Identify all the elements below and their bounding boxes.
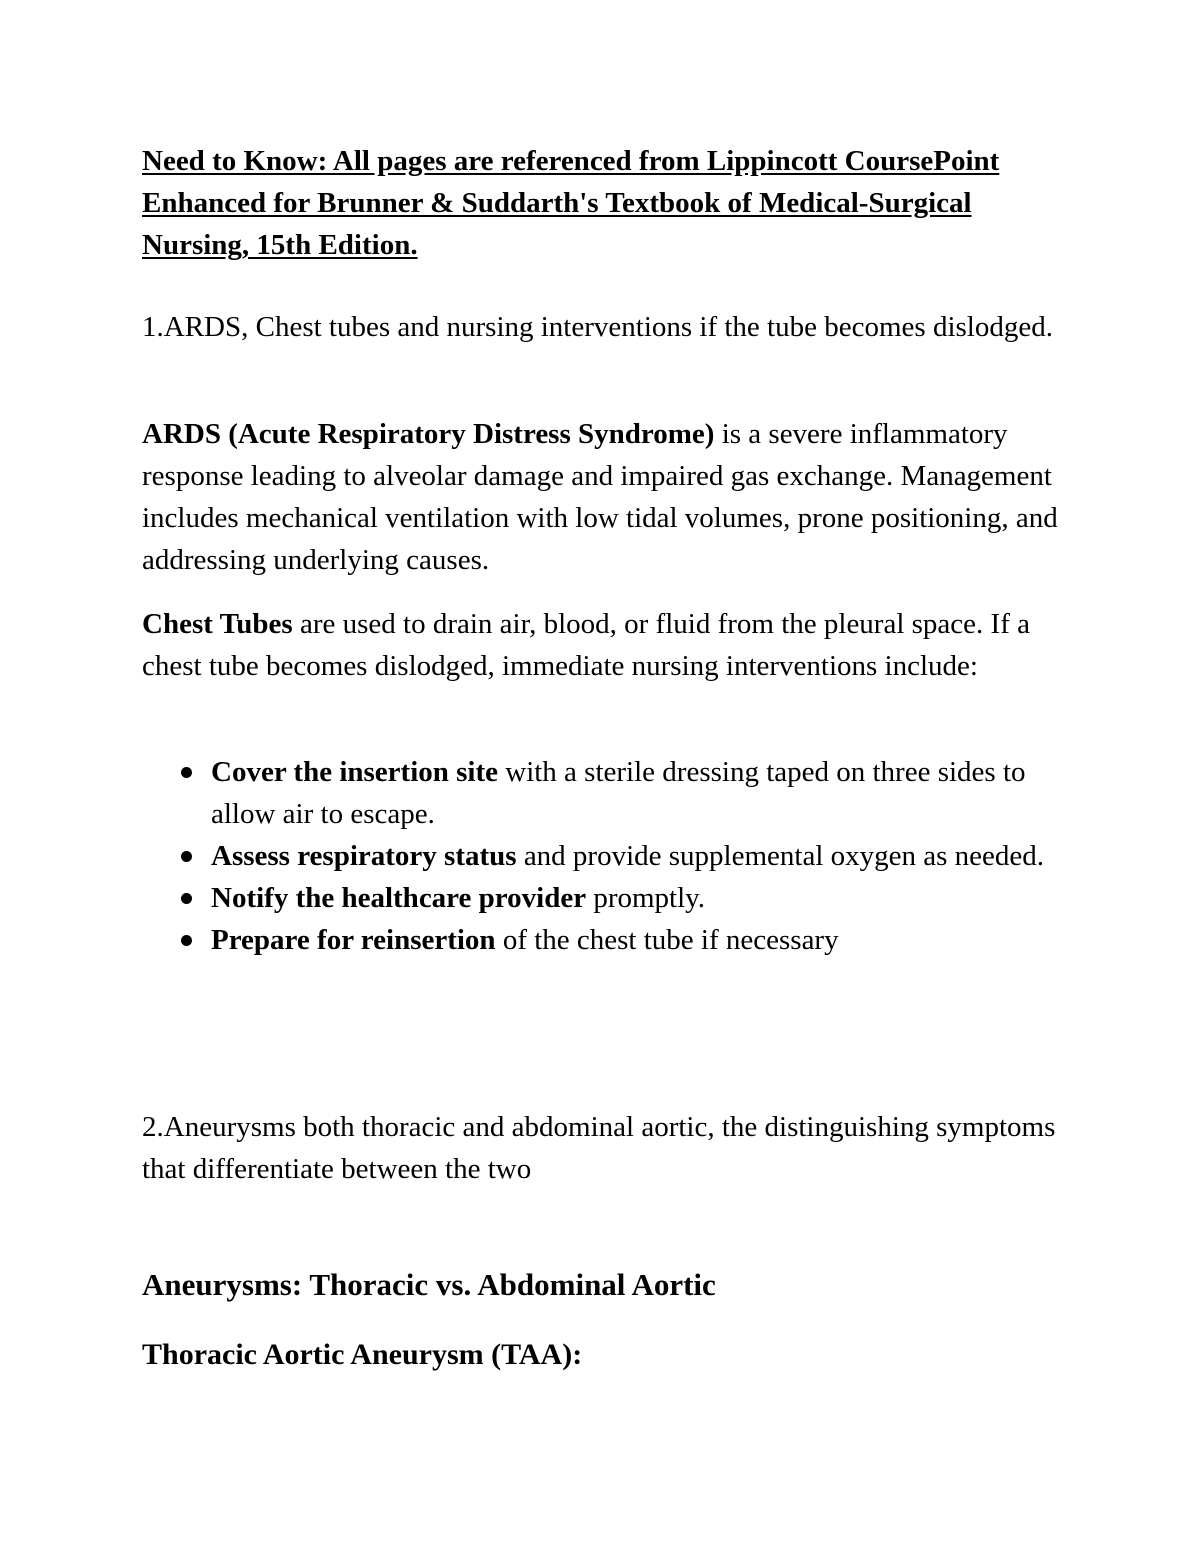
chest-tubes-term: Chest Tubes bbox=[142, 608, 293, 640]
intervention-bold: Assess respiratory status bbox=[211, 840, 517, 872]
intervention-text: of the chest tube if necessary bbox=[495, 924, 839, 956]
ards-paragraph bbox=[142, 413, 1082, 581]
intervention-text: promptly. bbox=[586, 882, 706, 914]
ards-term: ARDS (Acute Respiratory Distress Syndrome) bbox=[142, 418, 715, 450]
intervention-text: with a sterile dressing taped on three sides to allow air to escape. bbox=[211, 756, 1026, 830]
ards-description: is a severe inflammatory response leading to alveolar damage and impaired gas exchange. Management includes mechanical ventilation with low tidal volumes, prone positioning, and addressing underlying causes. bbox=[142, 418, 1058, 576]
bullet-icon bbox=[181, 935, 192, 946]
list-item bbox=[142, 835, 1082, 877]
reference-note-heading: Need to Know: All pages are referenced from Lippincott CoursePoint Enhanced for Brunner & Suddarth's Textbook of Medical-Surgical Nursing, 15th Edition. bbox=[142, 145, 1000, 261]
question-2: 2.Aneurysms both thoracic and abdominal aortic, the distinguishing symptoms that differentiate between the two bbox=[142, 1111, 1056, 1185]
list-item bbox=[142, 751, 1082, 835]
section-title: Aneurysms: Thoracic vs. Abdominal Aortic bbox=[142, 1267, 716, 1302]
bullet-icon bbox=[181, 893, 192, 904]
intervention-text: and provide supplemental oxygen as needed. bbox=[516, 840, 1045, 872]
list-item bbox=[142, 919, 1082, 961]
chest-tubes-paragraph bbox=[142, 603, 1082, 687]
subsection-title: Thoracic Aortic Aneurysm (TAA): bbox=[142, 1338, 583, 1371]
intervention-bold: Cover the insertion site bbox=[211, 756, 498, 788]
bullet-icon bbox=[181, 851, 192, 862]
interventions-list bbox=[142, 751, 1082, 961]
question-1: 1.ARDS, Chest tubes and nursing interventions if the tube becomes dislodged. bbox=[142, 311, 1053, 343]
intervention-bold: Notify the healthcare provider bbox=[211, 882, 587, 914]
bullet-icon bbox=[181, 767, 192, 778]
chest-tubes-description: are used to drain air, blood, or fluid from the pleural space. If a chest tube becomes dislodged, immediate nursing interventions include: bbox=[142, 608, 1030, 682]
intervention-bold: Prepare for reinsertion bbox=[211, 924, 496, 956]
list-item bbox=[142, 877, 1082, 919]
